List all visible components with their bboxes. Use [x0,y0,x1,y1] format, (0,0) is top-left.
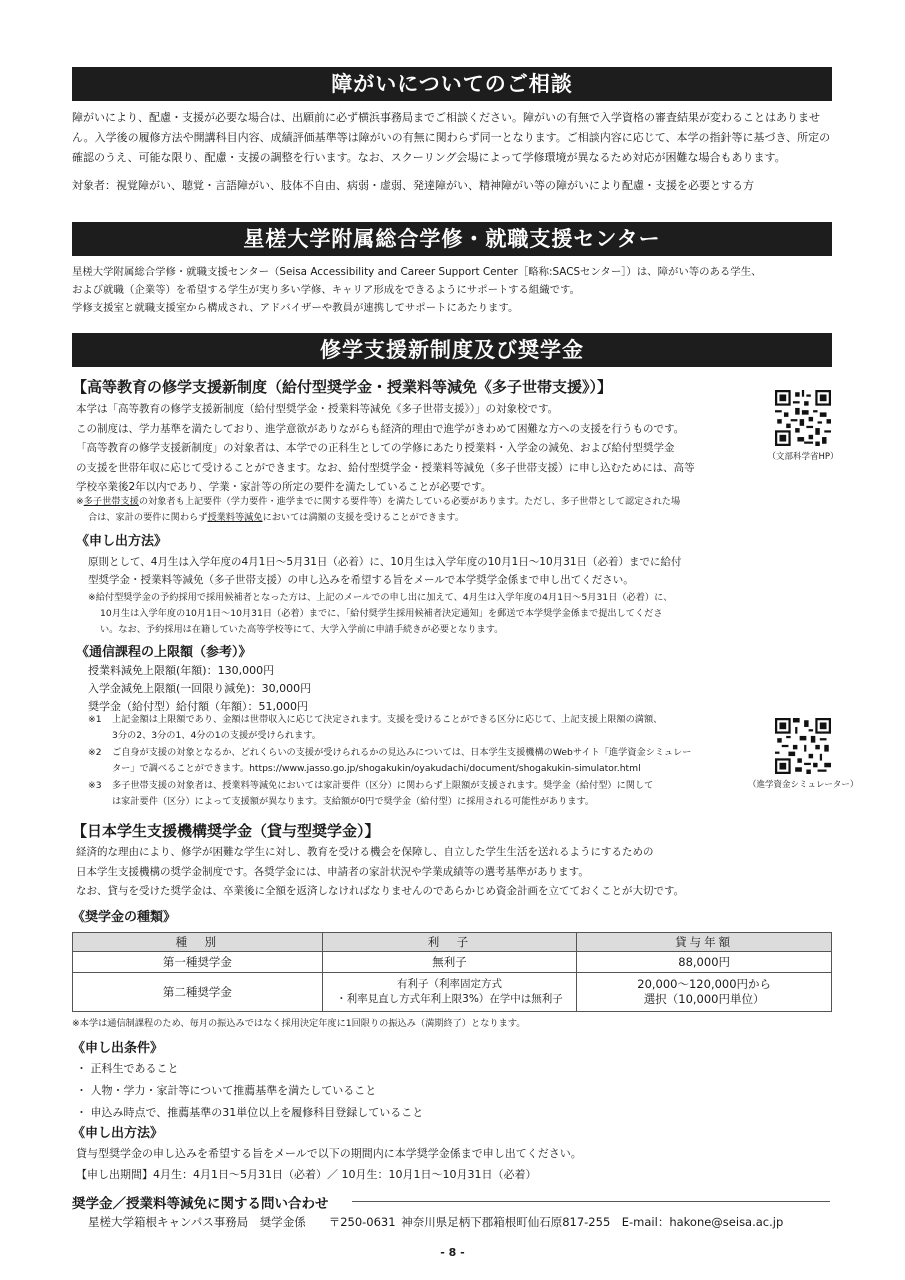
qr-code-icon-simulator[interactable] [775,718,831,774]
apply-note-0: ※給付型奨学金の予約採用で採用候補者となった方は、上記のメールでの申し出に加えて、4月生は入学年度の4月1日～5月31日（必着）に、 [88,592,673,603]
consult-target: 対象者：視覚障がい、聴覚・言語障がい、肢体不自由、病弱・虚弱、発達障がい、精神障がい等の障がいにより配慮・支援を必要とする方 [72,179,754,192]
heading-conditions: 《申し出条件》 [72,1041,164,1056]
limit-note-1-line-0: 上記金額は上限額であり、金額は世帯収入に応じて決定されます。支援を受けることができる区分に応じて、上記支援上限額の満額、 [112,714,663,725]
limit-note-3-mark: ※3 [88,780,102,791]
jasso-line-1: 日本学生支援機構の奨学金制度です。各奨学金には、申請者の家計状況や学業成績等の選考基準があります。 [76,865,589,878]
new-line-0: 本学は「高等教育の修学支援新制度（給付型奨学金・授業料等減免《多子世帯支援》）」の対象校です。 [76,403,559,415]
limit-note-1-mark: ※1 [88,714,102,725]
limit-tuition: 授業料減免上限額(年額)：130,000円 [88,664,275,677]
note-underline-multichild: 多子世帯支援 [83,496,139,507]
table-cell-kind: 第一種奨学金 [73,952,323,973]
apply-body [88,553,788,589]
limit-note-3-line-1: は家計要件（区分）によって支援額が異なります。支給額が0円で奨学金（給付型）に採用される可能性があります。 [112,796,595,807]
note-mark: ※ [76,496,84,507]
contact-divider [352,1201,830,1202]
section-title-scholarship: 修学支援新制度及び奨学金 [72,333,832,367]
new-line-4: 学校卒業後2年以内であり、学業・家計等の所定の要件を満たしていることが必要です。 [76,481,492,493]
jasso-body [76,843,776,902]
new-line-1: この制度は、学力基準を満たしており、進学意欲がありながらも経済的理由で進学がきわめて困難な方への支援を行うものです。 [76,422,685,435]
limit-note-3 [88,778,738,810]
new-line-3: の支援を世帯年収に応じて受けることができます。なお、給付型奨学金・授業料等減免（多子世帯支援）に申し込むためには、高等 [76,461,695,474]
page-number: - 8 - [440,1246,465,1259]
jasso-line-0: 経済的な理由により、修学が困難な学生に対し、教育を受ける機会を保障し、自立した学生生活を送れるようにするための [76,846,654,858]
table-header-row [73,933,832,952]
scholarship-table [72,932,832,1012]
jasso-line-2: なお、貸与を受けた奨学金は、卒業後に全額を返済しなければなりませんのであらかじめ資金計画を立てておくことが大切です。 [76,885,685,897]
apply-note [88,590,788,638]
center-line1: 星槎大学附属総合学修・就職支援センター（Seisa Accessibility and Career Support Center［略称:SACSセンター］）は、障がい等のある学生、 [72,266,762,278]
section-title-consult: 障がいについてのご相談 [72,67,832,101]
limit-note-1-line-1: 3分の2、3分の1、4分の1の支援が受けられます。 [112,730,321,741]
interest-line-1: ・利率見直し方式年利上限3%）在学中は無利子 [336,993,563,1005]
heading-limits: 《通信課程の上限額（参考）》 [76,645,252,660]
table-row [73,952,832,973]
heading-jasso: 【日本学生支援機構奨学金（貸与型奨学金）】 [72,822,380,840]
table-header-interest: 利 子 [322,933,577,952]
new-system-note [76,494,756,526]
apply2-line-0: 貸与型奨学金の申し込みを希望する旨をメールで以下の期間内に本学奨学金係まで申し出てください。 [76,1147,582,1160]
apply-note-2: い。なお、予約採用は在籍していた高等学校等にて、大学入学前に申請手続きが必要となります。 [100,624,504,635]
apply-line-0: 原則として、4月生は入学年度の4月1日～5月31日（必着）に、10月生は入学年度の10月1日～10月31日（必着）までに給付 [88,556,682,568]
limit-notes [88,712,738,810]
note-underline-tuition: 授業料等減免 [207,512,263,523]
list-item: ・ 申込み時点で、推薦基準の31単位以上を履修科目登録していること [76,1106,424,1119]
note-text-2b: においては満額の支援を受けることができます。 [262,512,464,523]
table-header-kind: 種 別 [73,933,323,952]
note-text: の対象者も上記要件（学力要件・進学までに関する要件等）を満たしている必要があります。ただし、多子世帯として認定された場 [138,496,681,507]
heading-types: 《奨学金の種類》 [72,910,177,925]
center-body [72,263,832,317]
apply2-body [76,1143,776,1185]
apply-line-1: 型奨学金・授業料等減免（多子世帯支援）の申し込みを希望する旨をメールで本学奨学金係まで申し出てください。 [88,574,634,586]
heading-apply-method: 《申し出方法》 [76,534,168,549]
heading-new-system: 【高等教育の修学支援新制度（給付型奨学金・授業料等減免《多子世帯支援》）】 [72,378,613,396]
interest-line-0: 有利子（利率固定方式 [396,978,502,990]
limit-note-1 [88,712,738,744]
list-item: ・ 人物・学力・家計等について推薦基準を満たしていること [76,1084,377,1097]
consult-body [72,108,832,196]
center-line2: および就職（企業等）を希望する学生が実り多い学修、キャリア形成をできるようにサポートする組織です。 [72,284,580,296]
limits-list [88,662,488,716]
center-line3: 学修支援室と就職支援室から構成され、アドバイザーや教員が連携してサポートにあたります。 [72,302,519,314]
consult-para1: 障がいにより、配慮・支援が必要な場合は、出願前に必ず横浜事務局までご相談ください。障がいの有無で入学資格の審査結果が変わることはありません。入学後の履修方法や開講科目内容、成績評価基準等は障がいの有無に関わらず同一となります。ご相談内容に応じて、本学の指針等に基づき、所定の確認のうえ、可能な限り、配慮・支援の調整を行います。なお、スクーリング会場によって学修環境が異なるため対応が困難な場合もあります。 [72,111,831,164]
qr2-caption: （進学資金シミュレーター） [748,780,859,790]
table-cell-amount [577,973,832,1012]
note-text-2a: 合は、家計の要件に関わらず [88,512,208,523]
new-line-2: 「高等教育の修学支援新制度」の対象者は、本学での正科生としての学修にあたり授業料・入学金の減免、および給付型奨学金 [76,442,675,454]
table-cell-amount: 88,000円 [577,952,832,973]
limit-note-2-mark: ※2 [88,747,102,758]
limit-note-2-line-0: ご自身が支援の対象となるか、どれくらいの支援が受けられるかの見込みについては、日本学生支援機構のWebサイト「進学資金シミュレー [112,747,692,758]
contact-info[interactable]: 星槎大学箱根キャンパス事務局 奨学金係 〒250-0631 神奈川県足柄下郡箱根町仙石原817-255 E-mail：hakone@seisa.ac.jp [88,1215,784,1229]
new-system-body [76,400,756,498]
limit-note-3-line-0: 多子世帯支援の対象者は、授業料等減免においては家計要件（区分）に関わらず上限額が支援されます。奨学金（給付型）に関して [112,780,654,791]
conditions-list [76,1058,676,1124]
limit-grant: 奨学金（給付型）給付額（年額）：51,000円 [88,700,308,713]
apply-note-1: 10月生は入学年度の10月1日～10月31日（必着）までに、「給付奨学生採用候補者決定通知」を郵送で本学奨学金係まで提出してくださ [100,608,663,619]
apply2-period: 【申し出期間】4月生：4月1日～5月31日（必着）／ 10月生：10月1日～10月31日（必着） [76,1168,537,1181]
table-row [73,973,832,1012]
table-cell-interest: 無利子 [322,952,577,973]
limit-note-2 [88,745,738,777]
limit-admission: 入学金減免上限額(一回限り減免)：30,000円 [88,682,312,695]
table-cell-interest [322,973,577,1012]
heading-apply-method-2: 《申し出方法》 [72,1126,164,1141]
contact-title: 奨学金／授業料等減免に関する問い合わせ [72,1196,329,1212]
list-item: ・ 正科生であること [76,1062,179,1075]
amount-line-0: 20,000～120,000円から [637,977,772,991]
table-note: ※本学は通信制課程のため、毎月の振込みではなく採用決定年度に1回限りの振込み（満期終了）となります。 [72,1018,526,1029]
limit-note-2-line-1[interactable]: ター」で調べることができます。https://www.jasso.go.jp/shogakukin/oyakudachi/document/shogakukin-simulator.html [112,763,641,774]
table-header-amount: 貸与年額 [577,933,832,952]
qr1-caption: （文部科学省HP） [767,452,839,462]
amount-line-1: 選択（10,000円単位） [643,992,765,1006]
section-title-center: 星槎大学附属総合学修・就職支援センター [72,222,832,256]
table-cell-kind: 第二種奨学金 [73,973,323,1012]
qr-code-icon-mext[interactable] [775,390,831,446]
